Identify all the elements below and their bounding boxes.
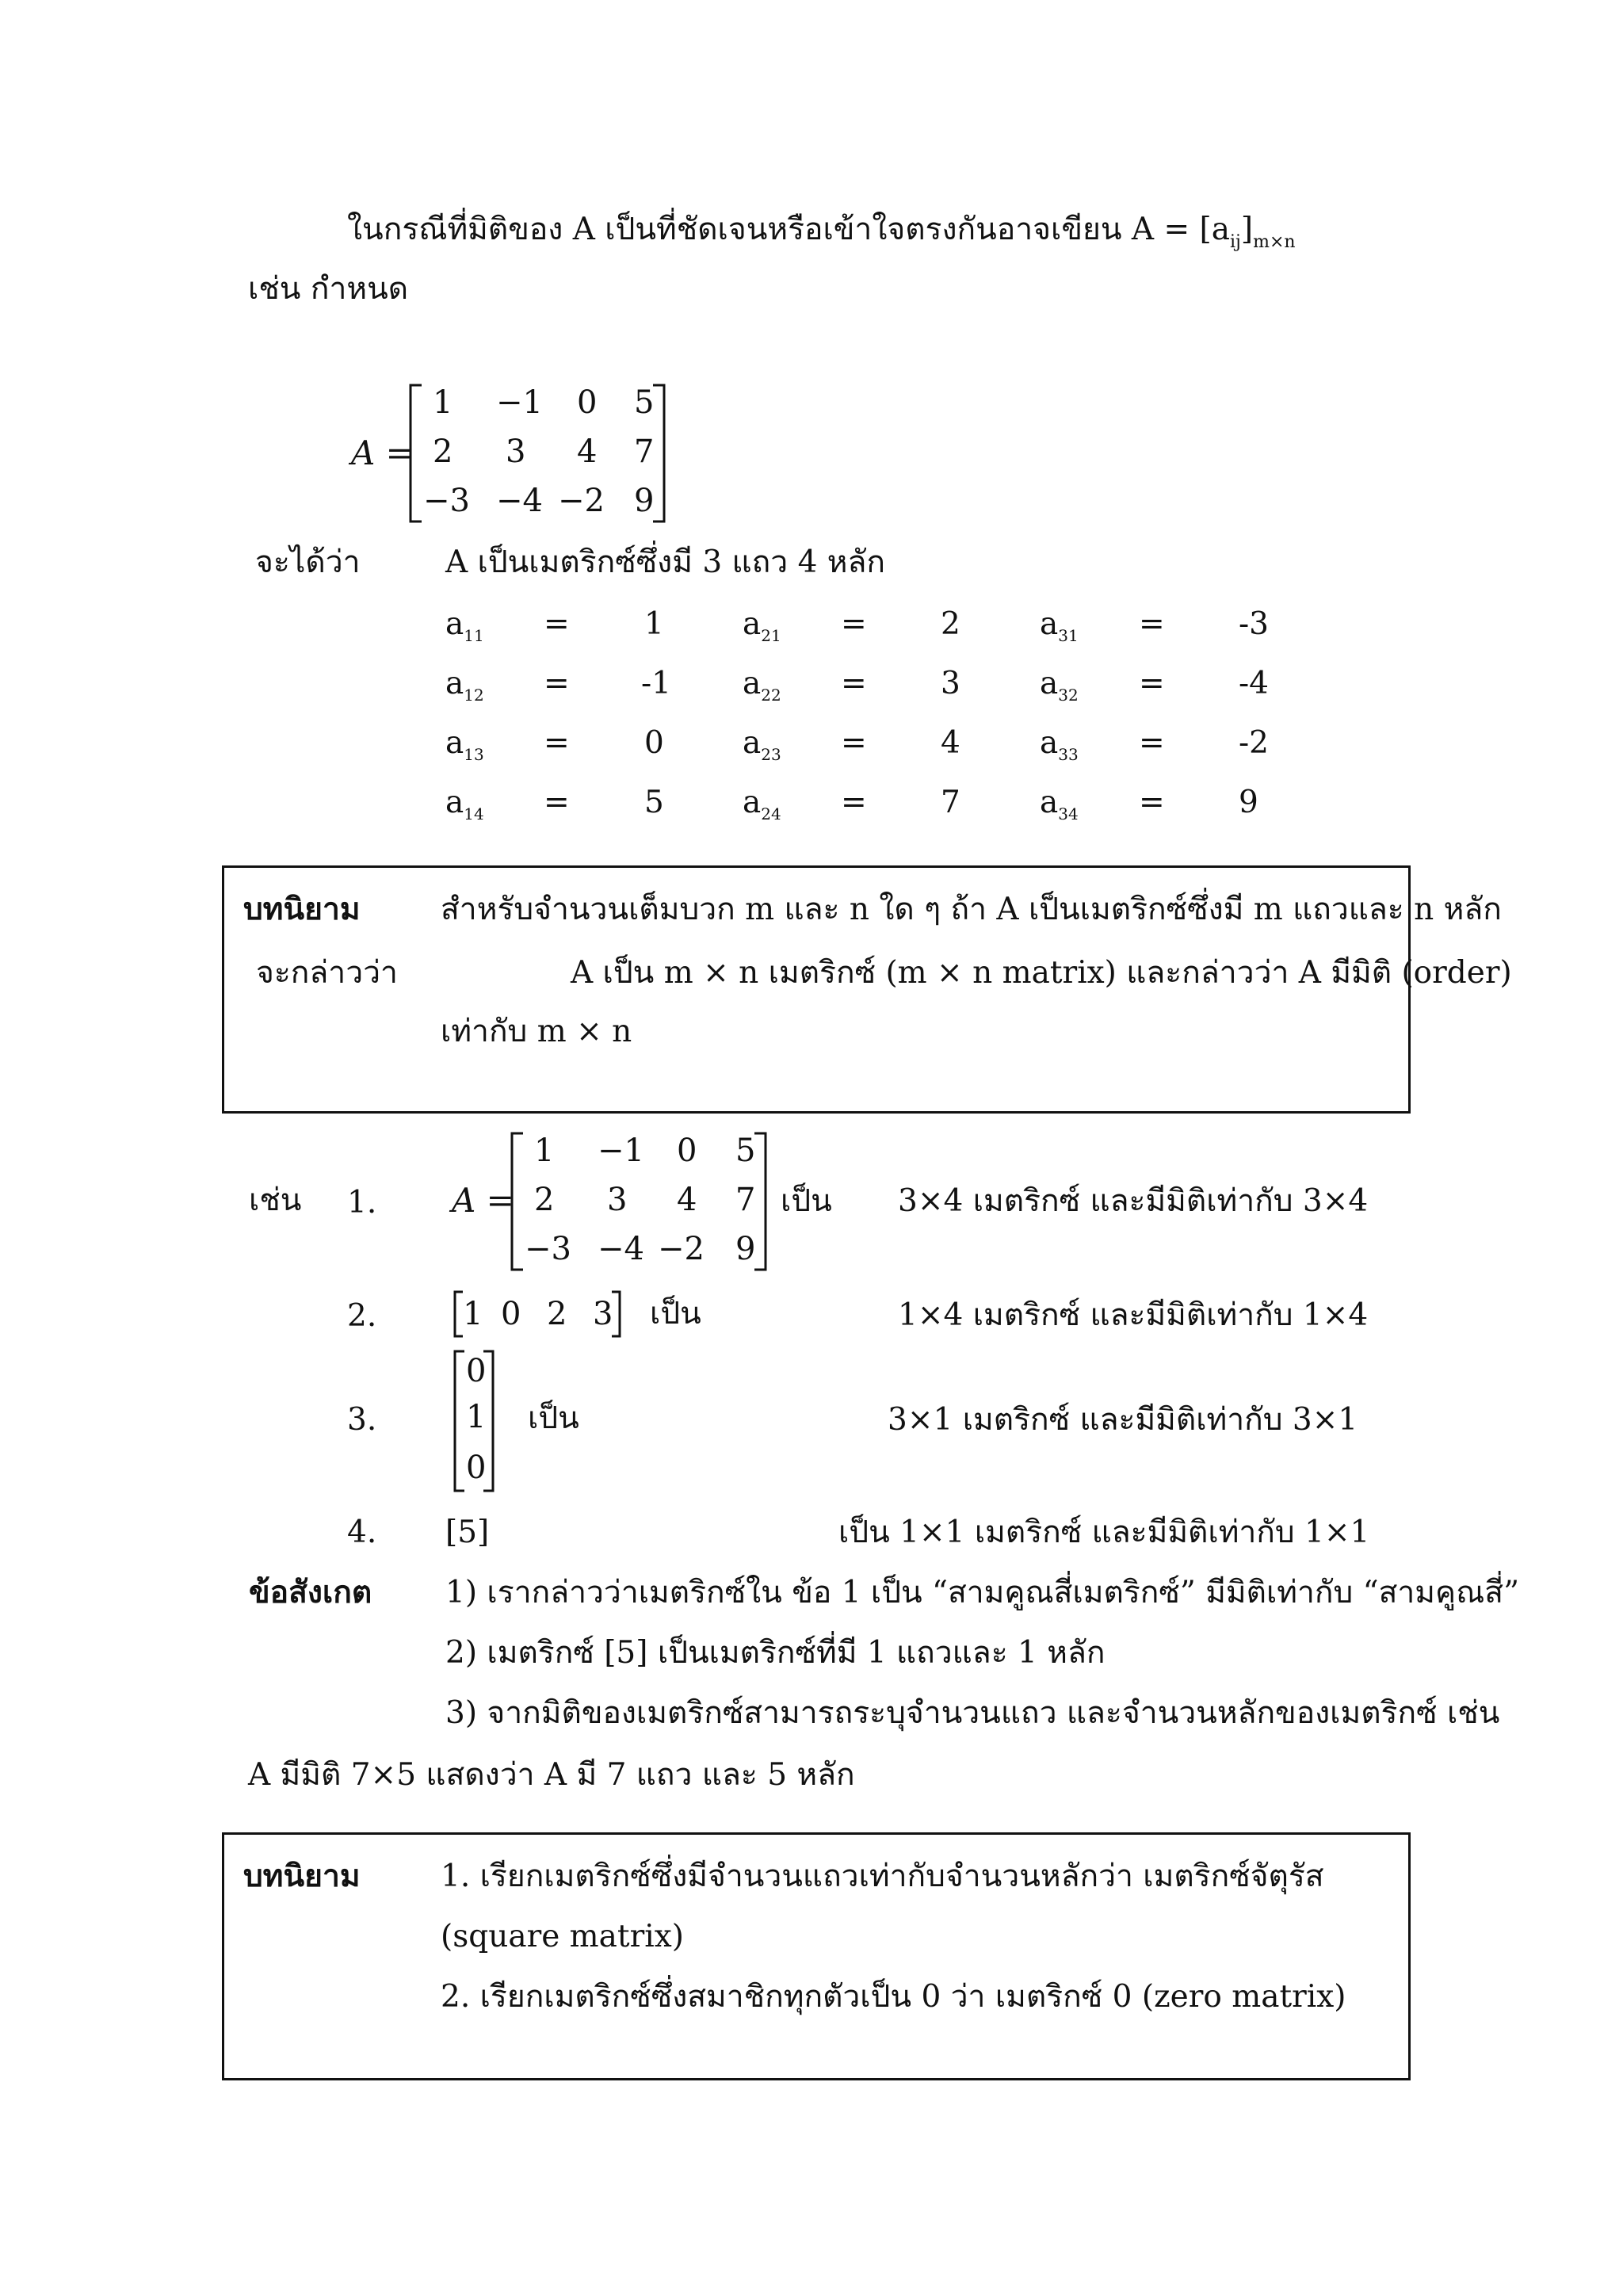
- element-value: -4: [1239, 666, 1269, 701]
- matrix-cell: 1: [466, 1399, 487, 1435]
- matrix-cell: 3: [607, 1182, 628, 1218]
- example-1-number: 1.: [347, 1185, 377, 1221]
- definition-2-line-1: 1. เรียกเมตริกซ์ซึ่งมีจำนวนแถวเท่ากับจำนวนหลักว่า เมตริกซ์จัตุรัส: [441, 1859, 1324, 1894]
- element-value: 1: [644, 606, 664, 642]
- matrix-cell: −2: [558, 483, 605, 519]
- equals-sign: =: [841, 785, 867, 820]
- matrix-cell: 3: [593, 1296, 613, 1332]
- equals-sign: =: [841, 725, 867, 761]
- conclusion-text: A เป็นเมตริกซ์ซึ่งมี 3 แถว 4 หลัก: [445, 544, 886, 580]
- element-name: $a_{34}$: [1040, 785, 1079, 823]
- example-3-left-bracket: [452, 1350, 466, 1492]
- matrix-cell: 2: [547, 1296, 567, 1332]
- matrix-cell: 3: [506, 434, 526, 470]
- matrix-cell: 1: [433, 384, 453, 421]
- element-value: 3: [941, 666, 960, 701]
- intro-line-1: [347, 212, 1296, 252]
- matrix-cell: −3: [423, 483, 470, 519]
- matrix-cell: 5: [735, 1133, 756, 1169]
- example-4-number: 4.: [347, 1515, 377, 1550]
- element-name: $a_{31}$: [1040, 606, 1079, 645]
- matrix-cell: −4: [496, 483, 543, 519]
- matrix-a-lhs: A =: [351, 434, 414, 472]
- example-1-word: เป็น: [781, 1183, 832, 1219]
- equals-sign: =: [544, 606, 570, 642]
- intro-line-2: เช่น กำหนด: [248, 271, 409, 307]
- equals-sign: =: [1139, 666, 1165, 701]
- observation-1: 1) เรากล่าวว่าเมตริกซ์ใน ข้อ 1 เป็น “สามคูณสี่เมตริกซ์” มีมิติเท่ากับ “สามคูณสี่”: [445, 1575, 1520, 1610]
- matrix-cell: 7: [634, 434, 655, 470]
- example-3-right-bracket: [482, 1350, 496, 1492]
- matrix-a-left-bracket: [407, 384, 423, 523]
- example-3-number: 3.: [347, 1402, 377, 1438]
- element-value: -2: [1239, 725, 1269, 761]
- matrix-cell: 9: [735, 1231, 756, 1267]
- matrix-cell: 2: [534, 1182, 555, 1218]
- intro-text: ในกรณีที่มิติของ A เป็นที่ชัดเจนหรือเข้าใจตรงกันอาจเขียน A = [a: [347, 212, 1230, 247]
- examples-label: เช่น: [249, 1182, 302, 1218]
- example-2-description: 1×4 เมตริกซ์ และมีมิติเท่ากับ 1×4: [898, 1297, 1369, 1333]
- matrix-cell: 4: [577, 434, 598, 470]
- observation-3: 3) จากมิติของเมตริกซ์สามารถระบุจำนวนแถว และจำนวนหลักของเมตริกซ์ เช่น: [445, 1695, 1500, 1731]
- element-name: $a_{14}$: [445, 785, 484, 823]
- definition-2-line-3: 2. เรียกเมตริกซ์ซึ่งสมาชิกทุกตัวเป็น 0 ว่า เมตริกซ์ 0 (zero matrix): [441, 1979, 1346, 2015]
- matrix-cell: −1: [496, 384, 543, 421]
- observations-label: ข้อสังเกต: [249, 1574, 372, 1610]
- conclusion-label: จะได้ว่า: [255, 544, 361, 580]
- element-name: $a_{12}$: [445, 666, 484, 705]
- matrix-cell: 0: [501, 1296, 521, 1332]
- definition-2-label: บทนิยาม: [243, 1858, 361, 1894]
- definition-1-line-2: A เป็น m × n เมตริกซ์ (m × n matrix) และกล่าวว่า A มีมิติ (order): [571, 955, 1512, 991]
- element-name: $a_{21}$: [743, 606, 781, 645]
- example-1-left-bracket: [509, 1132, 525, 1271]
- equals-sign: =: [841, 606, 867, 642]
- observation-3-continuation: A มีมิติ 7×5 แสดงว่า A มี 7 แถว และ 5 หลัก: [248, 1757, 855, 1793]
- definition-1-line-3: เท่ากับ m × n: [441, 1014, 632, 1049]
- element-value: 4: [941, 725, 960, 761]
- element-name: $a_{24}$: [743, 785, 781, 823]
- element-value: 5: [644, 785, 664, 820]
- example-4-matrix: [5]: [445, 1515, 490, 1550]
- element-name: $a_{13}$: [445, 725, 484, 764]
- element-name: $a_{33}$: [1040, 725, 1079, 764]
- element-name: $a_{23}$: [743, 725, 781, 764]
- matrix-a-right-bracket: [651, 384, 667, 523]
- definition-1-line-1: สำหรับจำนวนเต็มบวก m และ n ใด ๆ ถ้า A เป็นเมตริกซ์ซึ่งมี m แถวและ n หลัก: [441, 892, 1502, 927]
- definition-1-line-2-label: จะกล่าวว่า: [256, 955, 398, 991]
- matrix-cell: −2: [658, 1231, 705, 1267]
- equals-sign: =: [841, 666, 867, 701]
- example-2-word: เป็น: [650, 1296, 701, 1331]
- matrix-cell: 1: [463, 1296, 483, 1332]
- element-value: 2: [941, 606, 960, 642]
- element-value: -3: [1239, 606, 1269, 642]
- element-name: $a_{22}$: [743, 666, 781, 705]
- matrix-cell: 2: [433, 434, 453, 470]
- matrix-cell: −1: [598, 1133, 644, 1169]
- equals-sign: =: [1139, 785, 1165, 820]
- equals-sign: =: [1139, 606, 1165, 642]
- element-value: -1: [641, 666, 671, 701]
- matrix-cell: 0: [577, 384, 598, 421]
- definition-2-line-2: (square matrix): [441, 1919, 684, 1954]
- equals-sign: =: [544, 725, 570, 761]
- example-1-description: 3×4 เมตริกซ์ และมีมิติเท่ากับ 3×4: [898, 1183, 1369, 1219]
- bracket-close: ]: [1240, 212, 1254, 247]
- matrix-cell: 7: [735, 1182, 756, 1218]
- equals-sign: =: [544, 666, 570, 701]
- example-1-lhs: A =: [452, 1181, 514, 1220]
- matrix-cell: 0: [466, 1353, 487, 1389]
- element-value: 0: [644, 725, 664, 761]
- element-name: $a_{32}$: [1040, 666, 1079, 705]
- matrix-cell: 0: [466, 1450, 487, 1486]
- matrix-cell: 9: [634, 483, 655, 519]
- example-3-description: 3×1 เมตริกซ์ และมีมิติเท่ากับ 3×1: [888, 1402, 1358, 1438]
- matrix-cell: 0: [677, 1133, 697, 1169]
- matrix-cell: 5: [634, 384, 655, 421]
- element-value: 7: [941, 785, 960, 820]
- equals-sign: =: [1139, 725, 1165, 761]
- example-2-number: 2.: [347, 1298, 377, 1334]
- observation-2: 2) เมตริกซ์ [5] เป็นเมตริกซ์ที่มี 1 แถวและ 1 หลัก: [445, 1635, 1106, 1671]
- subscript-mxn: m×n: [1253, 232, 1296, 252]
- matrix-cell: 4: [677, 1182, 697, 1218]
- matrix-cell: 1: [534, 1133, 555, 1169]
- definition-1-label: บทนิยาม: [243, 891, 361, 927]
- matrix-cell: −3: [525, 1231, 571, 1267]
- element-name: $a_{11}$: [445, 606, 484, 645]
- matrix-cell: −4: [598, 1231, 644, 1267]
- example-4-description: เป็น 1×1 เมตริกซ์ และมีมิติเท่ากับ 1×1: [838, 1515, 1370, 1550]
- equals-sign: =: [544, 785, 570, 820]
- example-2-right-bracket: [610, 1290, 623, 1338]
- example-1-right-bracket: [753, 1132, 769, 1271]
- subscript-ij: ij: [1230, 232, 1241, 252]
- element-value: 9: [1239, 785, 1258, 820]
- example-3-word: เป็น: [528, 1400, 579, 1436]
